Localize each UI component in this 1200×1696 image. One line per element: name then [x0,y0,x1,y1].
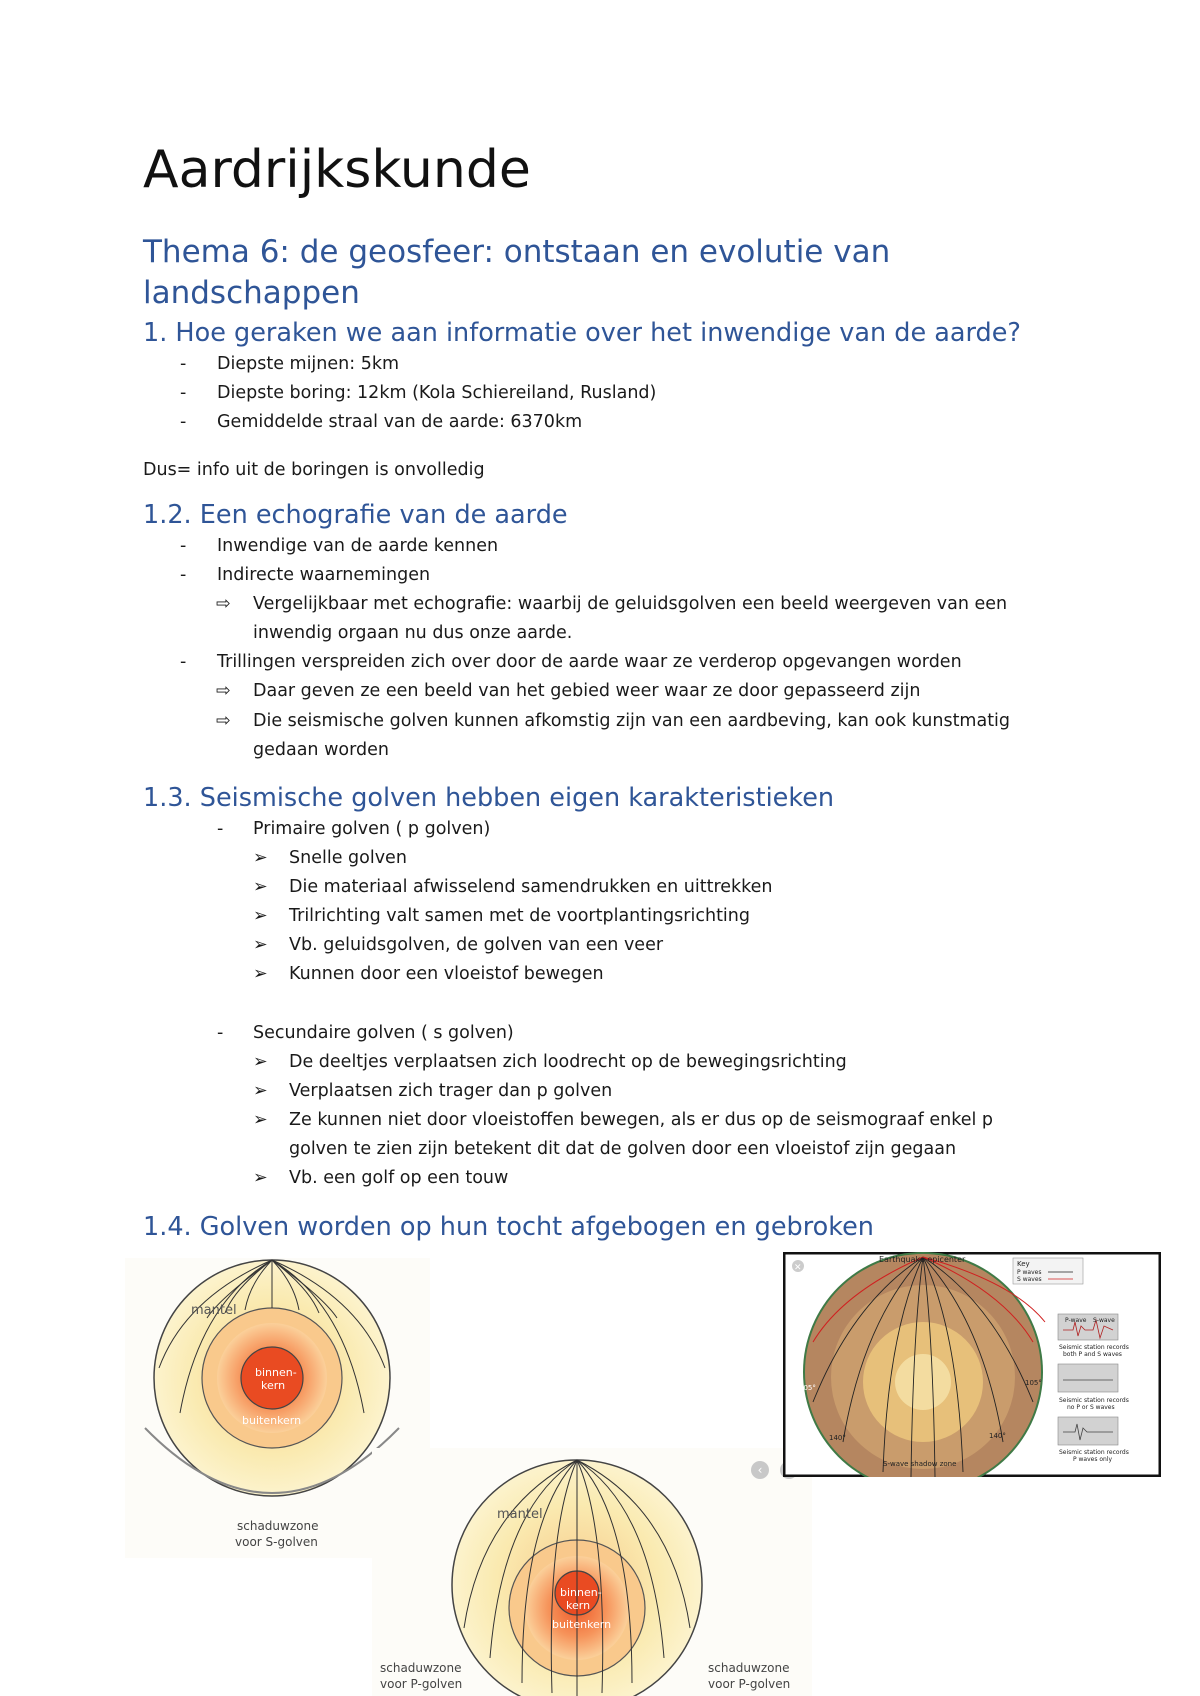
chevron-bullet-icon: ➢ [253,1081,268,1101]
list-subitem: Snelle golven [289,848,407,868]
list-subitem-cont: golven te zien zijn betekent dit dat de golven door een vloeistof zijn gegaan [289,1139,957,1159]
list-subitem: Daar geven ze een beeld van het gebied weer waar ze door gepasseerd zijn [253,681,921,701]
list-subitem-cont: gedaan worden [253,740,389,760]
list-subitem: De deeltjes verplaatsen zich loodrecht op de bewegingsrichting [289,1052,847,1072]
list-item: Primaire golven ( p golven) [253,819,491,839]
list-subitem: Verplaatsen zich trager dan p golven [289,1081,613,1101]
chevron-bullet-icon: ➢ [253,935,268,955]
list-subitem: Trilrichting valt samen met de voortplantingsrichting [289,906,750,926]
close-icon[interactable]: ✕ [794,1263,802,1273]
mantle-label: mantel [497,1507,543,1522]
conclusion-text: Dus= info uit de boringen is onvolledig [143,460,485,480]
angle-105-left: 105° [799,1384,816,1392]
list-dash: - [217,819,224,839]
shadow-zone-label: S-wave shadow zone [883,1460,957,1468]
angle-105-right: 105° [1025,1379,1042,1387]
section-1-4-heading: 1.4. Golven worden op hun tocht afgebogen en gebroken [143,1212,874,1242]
list-subitem: Vb. geluidsgolven, de golven van een veer [289,935,664,955]
key-label: Key [1017,1260,1030,1268]
shadow-zone-left-label: schaduwzone [380,1661,462,1675]
shadow-zone-right-label-2: voor P-golven [708,1677,791,1691]
list-item: Diepste mijnen: 5km [217,354,400,374]
chevron-left-icon[interactable]: ‹ [751,1461,769,1479]
list-item: Diepste boring: 12km (Kola Schiereiland, Rusland) [217,383,657,403]
arrow-bullet-icon: ⇨ [216,594,231,614]
chevron-bullet-icon: ➢ [253,848,268,868]
list-dash: - [180,536,187,556]
record-2-caption-2: no P or S waves [1067,1404,1115,1411]
record-2-caption: Seismic station records [1059,1397,1129,1404]
chevron-bullet-icon: ➢ [253,964,268,984]
record-p-wave-label: P-wave [1065,1317,1087,1324]
mantle-label: mantel [191,1303,237,1318]
list-item: Indirecte waarnemingen [217,565,431,585]
shadow-zone-label: schaduwzone [237,1519,319,1533]
shadow-zone-left-label-2: voor P-golven [380,1677,463,1691]
record-1-caption-2: both P and S waves [1063,1351,1122,1358]
section-1-2-heading: 1.2. Een echografie van de aarde [143,500,568,530]
angle-140-left: 140° [829,1434,846,1442]
record-3-caption-2: P waves only [1073,1456,1113,1463]
record-s-wave-label: S-wave [1093,1317,1115,1324]
list-item: Inwendige van de aarde kennen [217,536,499,556]
list-dash: - [180,354,187,374]
epicenter-label: Earthquake epicenter [879,1255,966,1264]
record-3-caption: Seismic station records [1059,1449,1129,1456]
shadow-zone-right-label: schaduwzone [708,1661,790,1675]
list-subitem: Vergelijkbaar met echografie: waarbij de geluidsgolven een beeld weergeven van een [253,594,1008,614]
outer-core-label: buitenkern [552,1618,612,1631]
p-wave-shadow-figure [372,1448,812,1696]
list-subitem: Kunnen door een vloeistof bewegen [289,964,604,984]
chevron-bullet-icon: ➢ [253,1052,268,1072]
inner-core-label-2: kern [261,1379,286,1392]
list-subitem: Ze kunnen niet door vloeistoffen bewegen, als er dus op de seismograaf enkel p [289,1110,994,1130]
chevron-bullet-icon: ➢ [253,1168,268,1188]
seismic-station-figure [783,1252,1161,1477]
p-wave-key: P waves [1017,1269,1042,1276]
record-1-caption: Seismic station records [1059,1344,1129,1351]
list-dash: - [180,412,187,432]
list-item: Secundaire golven ( s golven) [253,1023,514,1043]
list-dash: - [180,652,187,672]
angle-140-right: 140° [989,1432,1006,1440]
section-1-3-heading: 1.3. Seismische golven hebben eigen karakteristieken [143,783,835,813]
chevron-bullet-icon: ➢ [253,906,268,926]
chevron-bullet-icon: ➢ [253,1110,268,1130]
outer-core-label: buitenkern [242,1414,302,1427]
chevron-bullet-icon: ➢ [253,877,268,897]
list-item: Gemiddelde straal van de aarde: 6370km [217,412,583,432]
theme-subtitle: Thema 6: de geosfeer: ontstaan en evolutie van landschappen [143,234,891,311]
list-dash: - [217,1023,224,1043]
inner-core-label-2: kern [566,1599,591,1612]
inner-core-label: binnen- [255,1366,297,1379]
shadow-zone-label-2: voor S-golven [235,1535,318,1549]
arrow-bullet-icon: ⇨ [216,711,231,731]
s-wave-key: S waves [1017,1276,1042,1283]
list-subitem: Die seismische golven kunnen afkomstig zijn van een aardbeving, kan ook kunstmatig [253,711,1011,731]
document-title: Aardrijkskunde [143,140,531,200]
list-subitem: Die materiaal afwisselend samendrukken en uittrekken [289,877,773,897]
inner-core-label: binnen- [560,1586,602,1599]
list-dash: - [180,383,187,403]
section-1-heading: 1. Hoe geraken we aan informatie over het inwendige van de aarde? [143,318,1021,348]
list-subitem: Vb. een golf op een touw [289,1168,509,1188]
list-dash: - [180,565,187,585]
list-item: Trillingen verspreiden zich over door de aarde waar ze verderop opgevangen worden [217,652,962,672]
list-subitem-cont: inwendig orgaan nu dus onze aarde. [253,623,573,643]
arrow-bullet-icon: ⇨ [216,681,231,701]
